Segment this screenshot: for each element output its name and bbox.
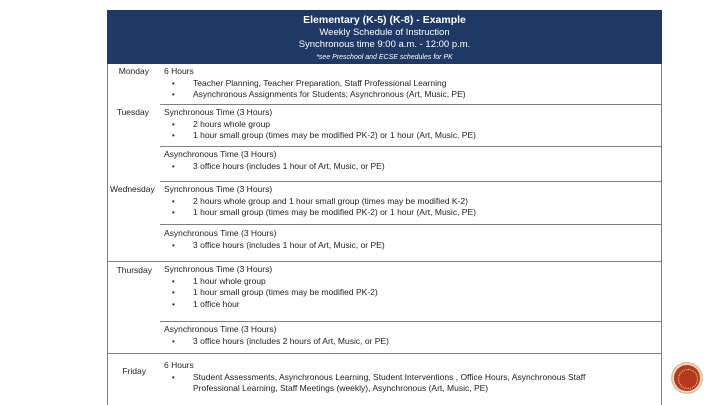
friday-cell (160, 360, 630, 395)
list-item: • 1 hour small group (times may be modified PK-2) or 1 hour (Art, Music, PE) (160, 130, 660, 142)
row-divider (160, 224, 661, 225)
thursday-sync-cell (160, 264, 660, 310)
list-item: • 2 hours whole group and 1 hour small group (times may be modified K-2) (160, 196, 660, 208)
list-item: • 3 office hours (includes 2 hours of Art, Music, or PE) (160, 336, 660, 348)
day-label-thursday: Thursday (116, 265, 152, 275)
tuesday-sync-cell (160, 107, 660, 142)
synchronous-time: Synchronous time 9:00 a.m. - 12:00 p.m. (298, 39, 471, 50)
monday-heading: 6 Hours (164, 66, 194, 76)
preschool-note: *see Preschool and ECSE schedules for PK (316, 54, 453, 61)
row-divider (160, 321, 661, 322)
schedule-title: Elementary (K-5) (K-8) - Example (303, 14, 466, 26)
list-item: • Student Assessments, Asynchronous Learning, Student Interventions , Office Hours, Asynchronous Staff Professional Learning, Staff Meetings (weekly), Asynchronous (Art, Music, PE) (160, 372, 630, 395)
friday-heading: 6 Hours (164, 360, 194, 370)
row-divider (160, 104, 661, 105)
list-item: • 3 office hours (includes 1 hour of Art, Music, or PE) (160, 240, 660, 252)
day-label-friday: Friday (122, 366, 146, 376)
day-label-wednesday: Wednesday (110, 184, 155, 194)
row-divider (107, 353, 661, 354)
wednesday-async-cell (160, 228, 660, 251)
wednesday-sync-cell (160, 184, 660, 219)
list-item: • 3 office hours (includes 1 hour of Art, Music, or PE) (160, 161, 660, 173)
list-item: • 2 hours whole group (160, 119, 660, 131)
list-item: • 1 hour small group (times may be modified PK-2) or 1 hour (Art, Music, PE) (160, 207, 660, 219)
thursday-async-heading: Asynchronous Time (3 Hours) (164, 324, 277, 334)
tuesday-async-cell (160, 149, 660, 172)
row-divider (107, 261, 661, 262)
row-divider (160, 181, 661, 182)
list-item: • 1 hour whole group (160, 276, 660, 288)
list-item: • 1 office hour (160, 299, 660, 311)
thursday-sync-heading: Synchronous Time (3 Hours) (164, 264, 273, 274)
thursday-async-cell (160, 324, 660, 347)
row-divider (160, 146, 661, 147)
seal-logo-ring (678, 369, 698, 389)
list-item: • Teacher Planning, Teacher Preparation, Staff Professional Learning (160, 78, 660, 90)
day-label-monday: Monday (118, 66, 149, 76)
tuesday-async-heading: Asynchronous Time (3 Hours) (164, 149, 277, 159)
table-right-border (661, 64, 662, 405)
list-item: • Asynchronous Assignments for Students; Asynchronous (Art, Music, PE) (160, 89, 660, 101)
schedule-subtitle: Weekly Schedule of Instruction (319, 27, 450, 38)
wednesday-async-heading: Asynchronous Time (3 Hours) (164, 228, 277, 238)
seal-logo-icon (671, 362, 703, 394)
wednesday-sync-heading: Synchronous Time (3 Hours) (164, 184, 273, 194)
tuesday-sync-heading: Synchronous Time (3 Hours) (164, 107, 273, 117)
day-label-tuesday: Tuesday (116, 107, 149, 117)
monday-cell (160, 66, 660, 101)
list-item: • 1 hour small group (times may be modified PK-2) (160, 287, 660, 299)
